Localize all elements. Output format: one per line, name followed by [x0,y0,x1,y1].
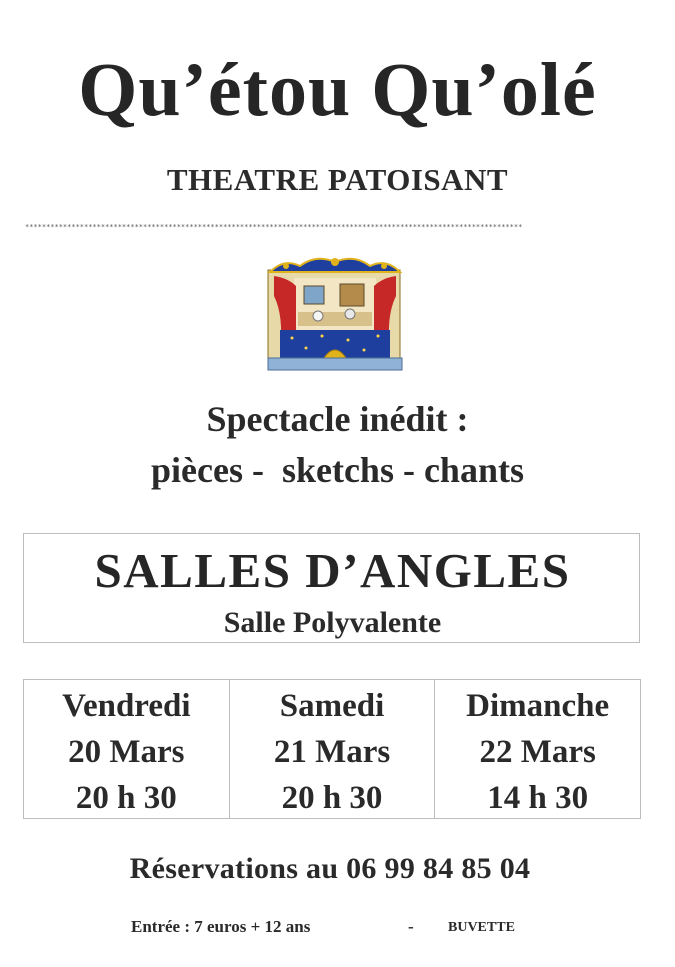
puppet-theatre-drawing [266,256,404,374]
footer-dash: - [408,917,414,936]
date-cell-friday [24,680,229,818]
date-day: Vendredi [62,688,191,724]
date-time: 14 h 30 [487,780,589,816]
asterisk-separator: ********************************************************************************************************************** [25,223,523,231]
date-time: 20 h 30 [75,780,177,816]
date-time: 20 h 30 [281,780,383,816]
poster-subtitle: THEATRE PATOISANT [166,162,509,197]
poster-title: Qu’étou Qu’olé [78,48,597,132]
entry-price: Entrée : 7 euros + 12 ans [131,917,311,936]
date-date: 20 Mars [68,734,185,770]
buvette-label: BUVETTE [448,920,515,935]
date-date: 22 Mars [479,734,596,770]
date-day: Dimanche [466,688,610,724]
dates-table [23,679,641,819]
date-date: 21 Mars [273,734,391,770]
puppet-theatre-illustration [266,256,404,374]
date-cell-sunday [434,680,640,818]
spectacle-heading: Spectacle inédit : [206,399,469,439]
venue-name: SALLES D’ANGLES [94,543,571,598]
spectacle-program: pièces - sketchs - chants [151,450,524,490]
date-cell-saturday [229,680,435,818]
venue-hall: Salle Polyvalente [223,606,442,639]
venue-box [23,533,640,643]
reservations-phone: Réservations au 06 99 84 85 04 [129,852,531,885]
date-day: Samedi [279,688,385,724]
